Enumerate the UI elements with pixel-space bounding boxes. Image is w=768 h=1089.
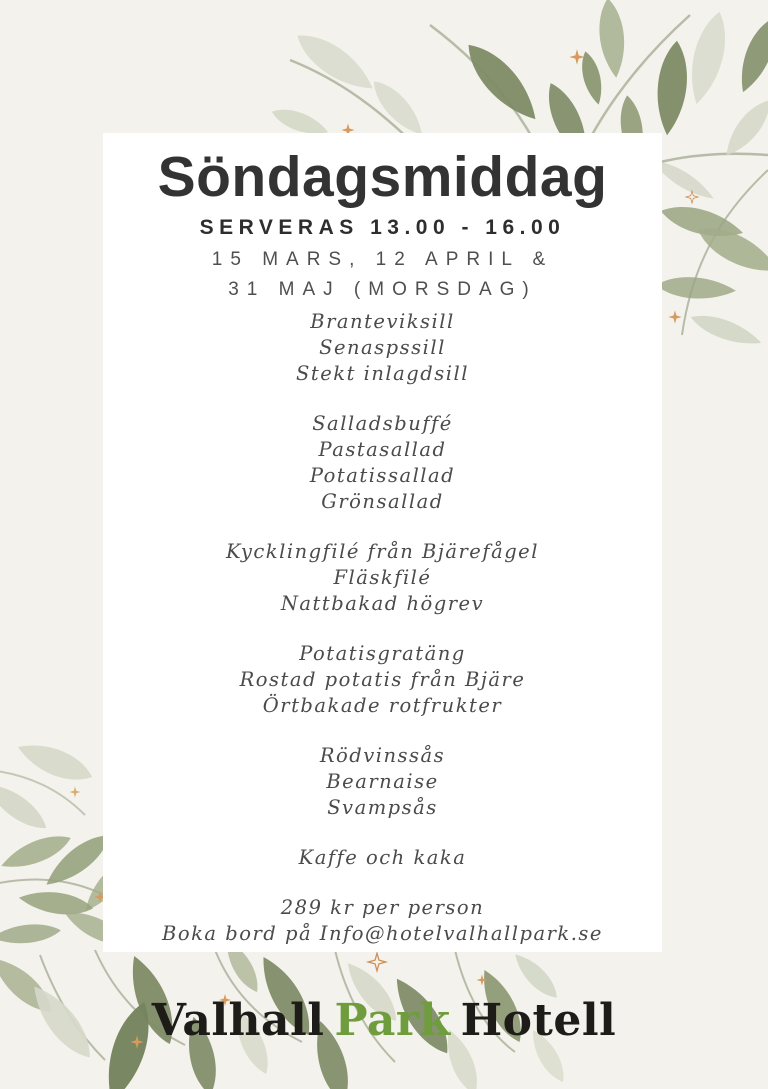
menu-panel [103, 133, 662, 952]
menu-section [103, 309, 662, 387]
menu-section [103, 743, 662, 821]
serving-dates [103, 245, 662, 305]
logo-word-park: Park [334, 995, 451, 1046]
price-and-booking [103, 895, 662, 947]
date-line: 31 MAJ (MORSDAG) [228, 279, 537, 300]
hotel-logo [0, 995, 768, 1046]
menu-item: Örtbakade rotfrukter [262, 694, 503, 717]
menu-section [103, 845, 662, 871]
menu-section [103, 641, 662, 719]
menu-sections [103, 309, 662, 871]
menu-item: Salladsbuffé [312, 412, 453, 435]
menu-item: Kycklingfilé från Bjärefågel [226, 540, 539, 563]
booking-line: Boka bord på Info@hotelvalhallpark.se [162, 922, 603, 945]
sparkle-star-icon [668, 310, 681, 323]
eucalyptus-leaves-right [650, 155, 768, 351]
menu-item: Nattbakad högrev [280, 592, 485, 615]
menu-item: Kaffe och kaka [298, 846, 467, 869]
menu-item: Branteviksill [310, 310, 455, 333]
menu-section [103, 411, 662, 515]
menu-item: Grönsallad [321, 490, 444, 513]
sparkle-star-icon [368, 953, 386, 971]
menu-item: Rostad potatis från Bjäre [239, 668, 526, 691]
menu-item: Bearnaise [326, 770, 439, 793]
menu-item: Senaspssill [319, 336, 446, 359]
price-line: 289 kr per person [280, 896, 485, 919]
menu-item: Potatisgratäng [299, 642, 466, 665]
menu-item: Stekt inlagdsill [296, 362, 469, 385]
sparkle-star-icon [70, 787, 81, 798]
menu-item: Rödvinssås [319, 744, 446, 767]
serving-hours: SERVERAS 13.00 - 16.00 [199, 216, 566, 239]
menu-section [103, 539, 662, 617]
logo-word-hotell: Hotell [460, 995, 617, 1046]
date-line: 15 MARS, 12 APRIL & [211, 249, 554, 270]
menu-item: Potatissallad [309, 464, 456, 487]
logo-word-valhall: Valhall [151, 995, 325, 1046]
menu-item: Pastasallad [318, 438, 447, 461]
menu-item: Fläskfilé [333, 566, 432, 589]
menu-item: Svampsås [327, 796, 438, 819]
page-title: Söndagsmiddag [157, 145, 608, 209]
